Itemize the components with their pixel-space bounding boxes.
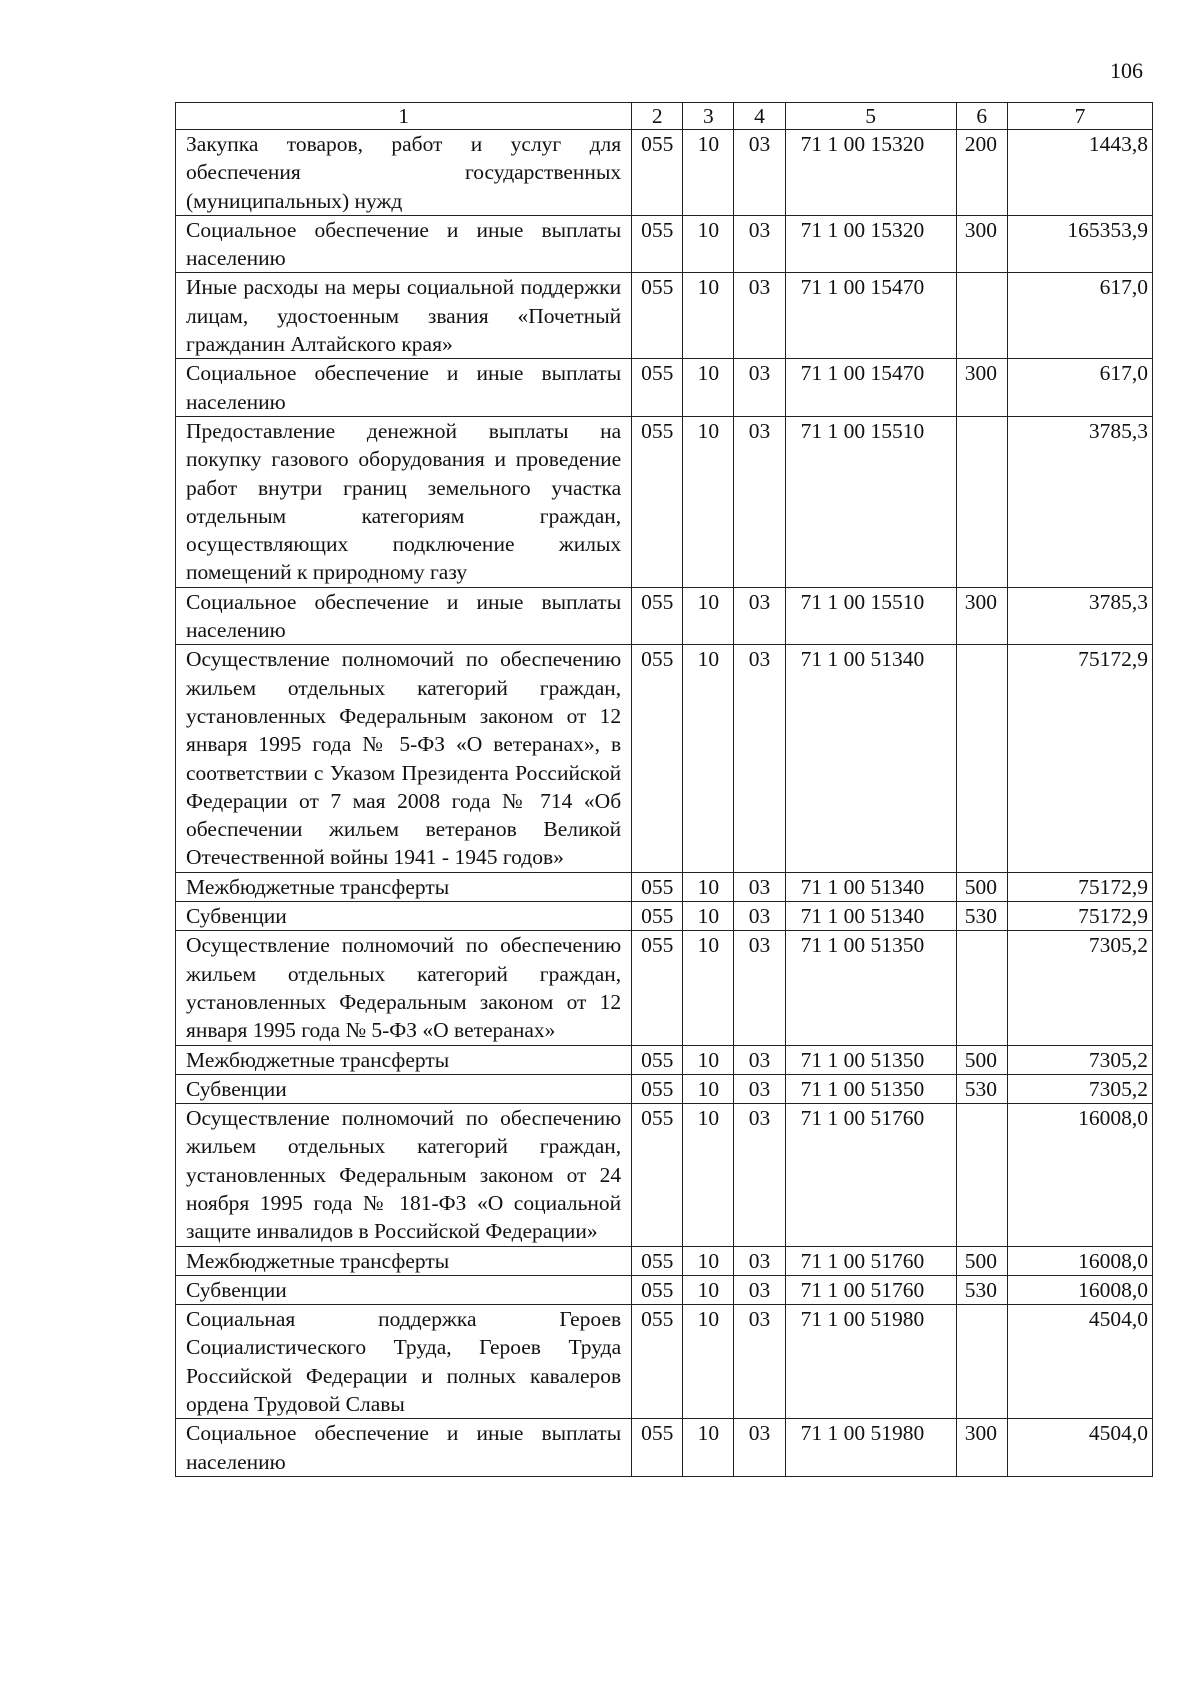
table-row: [176, 1305, 1153, 1419]
amount-cell: 75172,9: [1007, 645, 1152, 872]
subsection-code-cell: 03: [734, 587, 785, 645]
amount-cell: 75172,9: [1007, 902, 1152, 931]
amount-cell: 75172,9: [1007, 872, 1152, 901]
target-item-code-cell: 71 1 00 51340: [785, 902, 956, 931]
grbs-code-cell: 055: [632, 902, 683, 931]
expense-type-code-cell: [956, 416, 1007, 587]
section-code-cell: 10: [683, 931, 734, 1045]
expense-type-code-cell: 530: [956, 1275, 1007, 1304]
grbs-code-cell: 055: [632, 130, 683, 216]
expense-type-code-cell: 300: [956, 359, 1007, 417]
expense-type-code-cell: 300: [956, 215, 1007, 273]
item-name-cell: Осуществление полномочий по обеспечению жильем отдельных категорий граждан, установленных Федеральным законом от 24 ноября 1995 года № 181-ФЗ «О социальной защите инвалидов в Российской Федерации»: [176, 1104, 632, 1246]
grbs-code-cell: 055: [632, 1305, 683, 1419]
amount-cell: 16008,0: [1007, 1104, 1152, 1246]
header-cell: 7: [1007, 103, 1152, 130]
target-item-code-cell: 71 1 00 15470: [785, 359, 956, 417]
amount-cell: 617,0: [1007, 359, 1152, 417]
item-name-cell: Межбюджетные трансферты: [176, 1045, 632, 1074]
grbs-code-cell: 055: [632, 359, 683, 417]
target-item-code-cell: 71 1 00 51350: [785, 931, 956, 1045]
item-name-cell: Межбюджетные трансферты: [176, 872, 632, 901]
item-name-cell: Осуществление полномочий по обеспечению жильем отдельных категорий граждан, установленных Федеральным законом от 12 января 1995 года № 5-ФЗ «О ветеранах», в соответствии с Указом Президента Российской Федерации от 7 мая 2008 года № 714 «Об обеспечении жильем ветеранов Великой Отечественной войны 1941 - 1945 годов»: [176, 645, 632, 872]
target-item-code-cell: 71 1 00 51980: [785, 1305, 956, 1419]
amount-cell: 3785,3: [1007, 416, 1152, 587]
grbs-code-cell: 055: [632, 215, 683, 273]
table-row: [176, 645, 1153, 872]
target-item-code-cell: 71 1 00 15320: [785, 130, 956, 216]
table-row: [176, 215, 1153, 273]
section-code-cell: 10: [683, 1104, 734, 1246]
table-row: [176, 587, 1153, 645]
target-item-code-cell: 71 1 00 51350: [785, 1045, 956, 1074]
subsection-code-cell: 03: [734, 1045, 785, 1074]
item-name-cell: Социальное обеспечение и иные выплаты населению: [176, 215, 632, 273]
target-item-code-cell: 71 1 00 51340: [785, 645, 956, 872]
subsection-code-cell: 03: [734, 130, 785, 216]
target-item-code-cell: 71 1 00 51340: [785, 872, 956, 901]
expense-type-code-cell: 500: [956, 872, 1007, 901]
item-name-cell: Социальное обеспечение и иные выплаты населению: [176, 587, 632, 645]
subsection-code-cell: 03: [734, 1419, 785, 1477]
table-row: [176, 1275, 1153, 1304]
section-code-cell: 10: [683, 416, 734, 587]
expense-type-code-cell: [956, 1104, 1007, 1246]
subsection-code-cell: 03: [734, 645, 785, 872]
grbs-code-cell: 055: [632, 1246, 683, 1275]
section-code-cell: 10: [683, 872, 734, 901]
item-name-cell: Осуществление полномочий по обеспечению жильем отдельных категорий граждан, установленных Федеральным законом от 12 января 1995 года № 5-ФЗ «О ветеранах»: [176, 931, 632, 1045]
expense-type-code-cell: [956, 645, 1007, 872]
amount-cell: 165353,9: [1007, 215, 1152, 273]
amount-cell: 16008,0: [1007, 1275, 1152, 1304]
table-row: [176, 1419, 1153, 1477]
section-code-cell: 10: [683, 1045, 734, 1074]
expense-type-code-cell: 300: [956, 1419, 1007, 1477]
item-name-cell: Иные расходы на меры социальной поддержки лицам, удостоенным звания «Почетный гражданин Алтайского края»: [176, 273, 632, 359]
section-code-cell: 10: [683, 902, 734, 931]
expense-type-code-cell: 530: [956, 902, 1007, 931]
item-name-cell: Закупка товаров, работ и услуг для обеспечения государственных (муниципальных) нужд: [176, 130, 632, 216]
section-code-cell: 10: [683, 1275, 734, 1304]
grbs-code-cell: 055: [632, 1074, 683, 1103]
header-cell: 6: [956, 103, 1007, 130]
expense-type-code-cell: [956, 1305, 1007, 1419]
budget-table: [175, 102, 1153, 1477]
grbs-code-cell: 055: [632, 931, 683, 1045]
item-name-cell: Социальная поддержка Героев Социалистического Труда, Героев Труда Российской Федерации и полных кавалеров ордена Трудовой Славы: [176, 1305, 632, 1419]
subsection-code-cell: 03: [734, 1246, 785, 1275]
subsection-code-cell: 03: [734, 215, 785, 273]
item-name-cell: Субвенции: [176, 1275, 632, 1304]
table-row: [176, 416, 1153, 587]
target-item-code-cell: 71 1 00 15510: [785, 416, 956, 587]
target-item-code-cell: 71 1 00 51350: [785, 1074, 956, 1103]
grbs-code-cell: 055: [632, 645, 683, 872]
amount-cell: 7305,2: [1007, 931, 1152, 1045]
target-item-code-cell: 71 1 00 51760: [785, 1246, 956, 1275]
item-name-cell: Субвенции: [176, 1074, 632, 1103]
target-item-code-cell: 71 1 00 51980: [785, 1419, 956, 1477]
expense-type-code-cell: 300: [956, 587, 1007, 645]
target-item-code-cell: 71 1 00 15320: [785, 215, 956, 273]
table-row: [176, 872, 1153, 901]
header-cell: 2: [632, 103, 683, 130]
subsection-code-cell: 03: [734, 1305, 785, 1419]
grbs-code-cell: 055: [632, 1419, 683, 1477]
section-code-cell: 10: [683, 1246, 734, 1275]
target-item-code-cell: 71 1 00 51760: [785, 1275, 956, 1304]
target-item-code-cell: 71 1 00 51760: [785, 1104, 956, 1246]
section-code-cell: 10: [683, 215, 734, 273]
amount-cell: 16008,0: [1007, 1246, 1152, 1275]
table-row: [176, 1045, 1153, 1074]
item-name-cell: Субвенции: [176, 902, 632, 931]
page-number: 106: [1110, 58, 1143, 83]
expense-type-code-cell: 500: [956, 1045, 1007, 1074]
section-code-cell: 10: [683, 359, 734, 417]
subsection-code-cell: 03: [734, 273, 785, 359]
header-cell: 5: [785, 103, 956, 130]
item-name-cell: Социальное обеспечение и иные выплаты населению: [176, 359, 632, 417]
subsection-code-cell: 03: [734, 902, 785, 931]
table-body: [176, 130, 1153, 1477]
grbs-code-cell: 055: [632, 1275, 683, 1304]
header-cell: 4: [734, 103, 785, 130]
amount-cell: 7305,2: [1007, 1074, 1152, 1103]
subsection-code-cell: 03: [734, 1275, 785, 1304]
subsection-code-cell: 03: [734, 1104, 785, 1246]
table-row: [176, 1246, 1153, 1275]
table-row: [176, 1074, 1153, 1103]
amount-cell: 617,0: [1007, 273, 1152, 359]
amount-cell: 7305,2: [1007, 1045, 1152, 1074]
subsection-code-cell: 03: [734, 872, 785, 901]
subsection-code-cell: 03: [734, 359, 785, 417]
item-name-cell: Предоставление денежной выплаты на покупку газового оборудования и проведение работ внутри границ земельного участка отдельным категориям граждан, осуществляющих подключение жилых помещений к природному газу: [176, 416, 632, 587]
amount-cell: 4504,0: [1007, 1419, 1152, 1477]
header-row: [176, 103, 1153, 130]
grbs-code-cell: 055: [632, 416, 683, 587]
section-code-cell: 10: [683, 645, 734, 872]
table-row: [176, 902, 1153, 931]
section-code-cell: 10: [683, 1419, 734, 1477]
header-cell: 1: [176, 103, 632, 130]
section-code-cell: 10: [683, 1074, 734, 1103]
subsection-code-cell: 03: [734, 416, 785, 587]
grbs-code-cell: 055: [632, 273, 683, 359]
section-code-cell: 10: [683, 1305, 734, 1419]
item-name-cell: Межбюджетные трансферты: [176, 1246, 632, 1275]
table-row: [176, 273, 1153, 359]
subsection-code-cell: 03: [734, 1074, 785, 1103]
item-name-cell: Социальное обеспечение и иные выплаты населению: [176, 1419, 632, 1477]
grbs-code-cell: 055: [632, 587, 683, 645]
amount-cell: 4504,0: [1007, 1305, 1152, 1419]
amount-cell: 1443,8: [1007, 130, 1152, 216]
expense-type-code-cell: 200: [956, 130, 1007, 216]
table-row: [176, 931, 1153, 1045]
target-item-code-cell: 71 1 00 15470: [785, 273, 956, 359]
table-row: [176, 130, 1153, 216]
expense-type-code-cell: [956, 273, 1007, 359]
target-item-code-cell: 71 1 00 15510: [785, 587, 956, 645]
table-row: [176, 359, 1153, 417]
section-code-cell: 10: [683, 587, 734, 645]
expense-type-code-cell: [956, 931, 1007, 1045]
amount-cell: 3785,3: [1007, 587, 1152, 645]
grbs-code-cell: 055: [632, 1045, 683, 1074]
section-code-cell: 10: [683, 130, 734, 216]
expense-type-code-cell: 530: [956, 1074, 1007, 1103]
grbs-code-cell: 055: [632, 872, 683, 901]
header-cell: 3: [683, 103, 734, 130]
subsection-code-cell: 03: [734, 931, 785, 1045]
expense-type-code-cell: 500: [956, 1246, 1007, 1275]
table-row: [176, 1104, 1153, 1246]
section-code-cell: 10: [683, 273, 734, 359]
grbs-code-cell: 055: [632, 1104, 683, 1246]
